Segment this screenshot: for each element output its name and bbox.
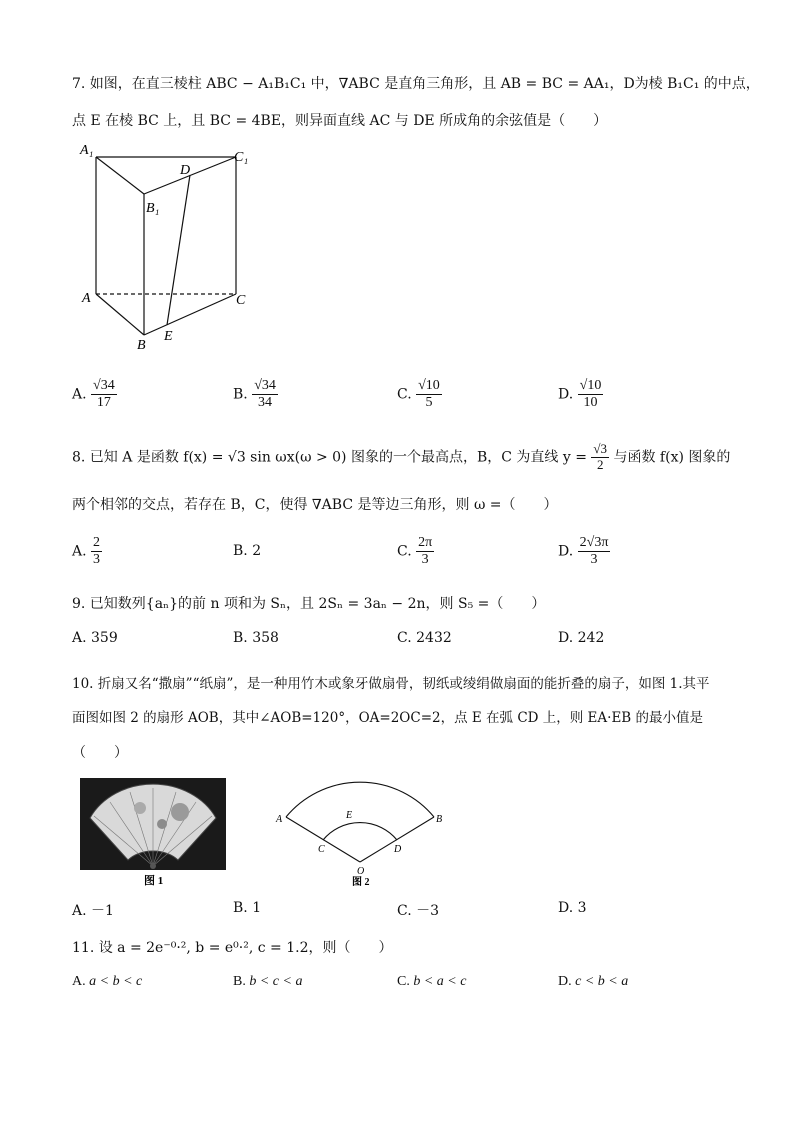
label-b: B — [436, 814, 443, 825]
label-e: E — [346, 810, 353, 821]
label-e: E — [164, 329, 173, 344]
q7-option-c[interactable]: C. $\frac{√10}{5}$ — [397, 378, 440, 411]
q11-stem: 11. 设 a = 2e⁻⁰·², b = e⁰·², c = 1.2，则（ ） — [72, 940, 393, 956]
label-b1: B₁ — [146, 201, 160, 216]
q7-stem-line1: 7. 如图，在直三棱柱 ABC − A₁B₁C₁ 中，∇ABC 是直角三角形，且 AB = BC = AA₁，D为棱 B₁C₁ 的中点， — [72, 76, 760, 92]
edge-a1b1 — [96, 157, 144, 194]
q10-option-a[interactable]: A. －1 — [72, 903, 114, 919]
label-c: C — [236, 293, 246, 308]
q11-option-a[interactable]: A. a < b < c — [72, 974, 143, 989]
label-a1: A₁ — [80, 143, 94, 158]
q10-fan-photo — [80, 778, 226, 888]
q10-sector-figure — [270, 772, 450, 888]
label-a: A — [82, 291, 91, 306]
q8-stem-line2: 两个相邻的交点，若存在 B，C，使得 ∇ABC 是等边三角形，则 ω =（ ） — [72, 497, 558, 513]
arc-ab — [286, 782, 434, 817]
q9-option-b[interactable]: B. 358 — [233, 630, 279, 646]
label-b: B — [137, 338, 146, 353]
q10-option-d[interactable]: D. 3 — [558, 900, 587, 916]
q8-option-c[interactable]: C. $\frac{2\pi}{3}$ — [397, 535, 433, 568]
q10-option-b[interactable]: B. 1 — [233, 900, 262, 916]
q7-option-d[interactable]: D. $\frac{√10}{10}$ — [558, 378, 602, 411]
q9-stem: 9. 已知数列{aₙ}的前 n 项和为 Sₙ，且 2Sₙ = 3aₙ − 2n，则 S₅ =（ ） — [72, 596, 546, 612]
q8-option-b[interactable]: B. 2 — [233, 543, 262, 559]
label-a: A — [276, 814, 283, 825]
label-o: O — [357, 866, 365, 877]
label-d: D — [180, 163, 191, 178]
segment-de — [167, 175, 190, 325]
q10-stem-line3: （ ） — [72, 745, 128, 761]
edge-ab — [96, 294, 144, 335]
q7-prism-figure — [76, 142, 256, 354]
q7-option-b[interactable]: B. $\frac{√34}{34}$ — [233, 378, 276, 411]
q11-option-c[interactable]: C. b < a < c — [397, 974, 467, 989]
q7-stem-line2: 点 E 在棱 BC 上，且 BC = 4BE，则异面直线 AC 与 DE 所成角的余弦值是（ ） — [72, 113, 608, 129]
q9-option-c[interactable]: C. 2432 — [397, 630, 452, 646]
q11-option-d[interactable]: D. c < b < a — [558, 974, 629, 989]
q8-stem-line1: 8. 已知 A 是函数 f(x) = √3 sin ωx(ω > 0) 图象的一个最高点，B，C 为直线 y = $\frac{√3}{2}$ 与函数 f(x) 图象的 — [72, 441, 731, 472]
q9-option-a[interactable]: A. 359 — [72, 630, 118, 646]
q9-option-d[interactable]: D. 242 — [558, 630, 605, 646]
q10-stem-line1: 10. 折扇又名“撒扇”“纸扇”，是一种用竹木或象牙做扇骨，韧纸或绫绢做扇面的能折叠的扇子，如图 1.其平 — [72, 676, 710, 692]
q8-option-a[interactable]: A. $\frac{2}{3}$ — [72, 535, 101, 568]
q11-option-b[interactable]: B. b < c < a — [233, 974, 303, 989]
q10-option-c[interactable]: C. －3 — [397, 903, 440, 919]
q7-option-a[interactable]: A. $\frac{√34}{17}$ — [72, 378, 115, 411]
arc-cd — [323, 823, 397, 840]
label-d: D — [394, 844, 402, 855]
q10-stem-line2: 面图如图 2 的扇形 AOB，其中∠AOB=120°，OA=2OC=2，点 E 在弧 CD 上，则 EA·EB 的最小值是 — [72, 710, 704, 726]
label-c: C — [318, 844, 325, 855]
fig1-caption: 图 1 — [144, 875, 164, 887]
q8-option-d[interactable]: D. $\frac{2√3\pi}{3}$ — [558, 535, 609, 568]
label-c1: C₁ — [234, 150, 249, 165]
edge-bc — [144, 294, 236, 335]
fig2-caption: 图 2 — [352, 877, 370, 888]
